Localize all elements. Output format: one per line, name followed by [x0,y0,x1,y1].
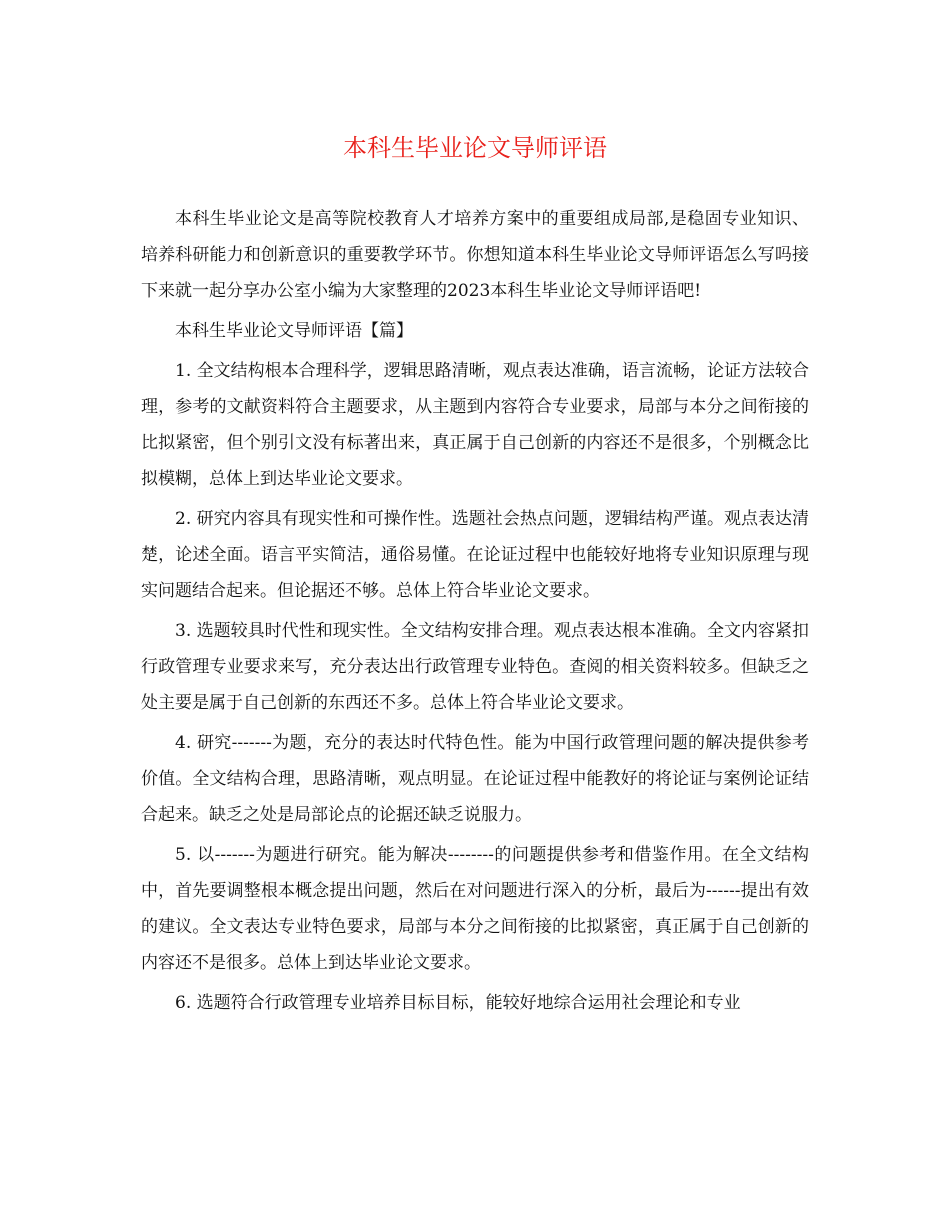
comment-item-1: 1. 全文结构根本合理科学，逻辑思路清晰，观点表达准确，语言流畅，论证方法较合理，参考的文献资料符合主题要求，从主题到内容符合专业要求，局部与本分之间衔接的比拟紧密，但个别引文没有标著出来，真正属于自己创新的内容还不是很多，个别概念比拟模糊，总体上到达毕业论文要求。 [141,361,809,489]
section-heading: 本科生毕业论文导师评语【篇】 [175,321,413,341]
comment-item-6: 6. 选题符合行政管理专业培养目标目标，能较好地综合运用社会理论和专业 [175,993,741,1013]
comment-item-4: 4. 研究-------为题，充分的表达时代特色性。能为中国行政管理问题的解决提供参考价值。全文结构合理，思路清晰，观点明显。在论证过程中能教好的将论证与案例论证结合起来。缺乏之处是局部论点的论据还缺乏说服力。 [141,733,809,825]
document-title: 本科生毕业论文导师评语 [343,134,607,162]
intro-paragraph: 本科生毕业论文是高等院校教育人才培养方案中的重要组成局部,是稳固专业知识、培养科研能力和创新意识的重要教学环节。你想知道本科生毕业论文导师评语怎么写吗接下来就一起分享办公室小编为大家整理的2023本科生毕业论文导师评语吧! [141,209,809,301]
comment-item-5: 5. 以-------为题进行研究。能为解决--------的问题提供参考和借鉴作用。在全文结构中，首先要调整根本概念提出问题，然后在对问题进行深入的分析，最后为------提出有效的建议。全文表达专业特色要求，局部与本分之间衔接的比拟紧密，真正属于自己创新的内容还不是很多。总体上到达毕业论文要求。 [141,845,809,973]
comment-item-3: 3. 选题较具时代性和现实性。全文结构安排合理。观点表达根本准确。全文内容紧扣行政管理专业要求来写，充分表达出行政管理专业特色。查阅的相关资料较多。但缺乏之处主要是属于自己创新的东西还不多。总体上符合毕业论文要求。 [141,621,809,713]
document-body [141,201,809,1021]
comment-item-2: 2. 研究内容具有现实性和可操作性。选题社会热点问题，逻辑结构严谨。观点表达清楚，论述全面。语言平实简洁，通俗易懂。在论证过程中也能较好地将专业知识原理与现实问题结合起来。但论据还不够。总体上符合毕业论文要求。 [141,509,809,601]
